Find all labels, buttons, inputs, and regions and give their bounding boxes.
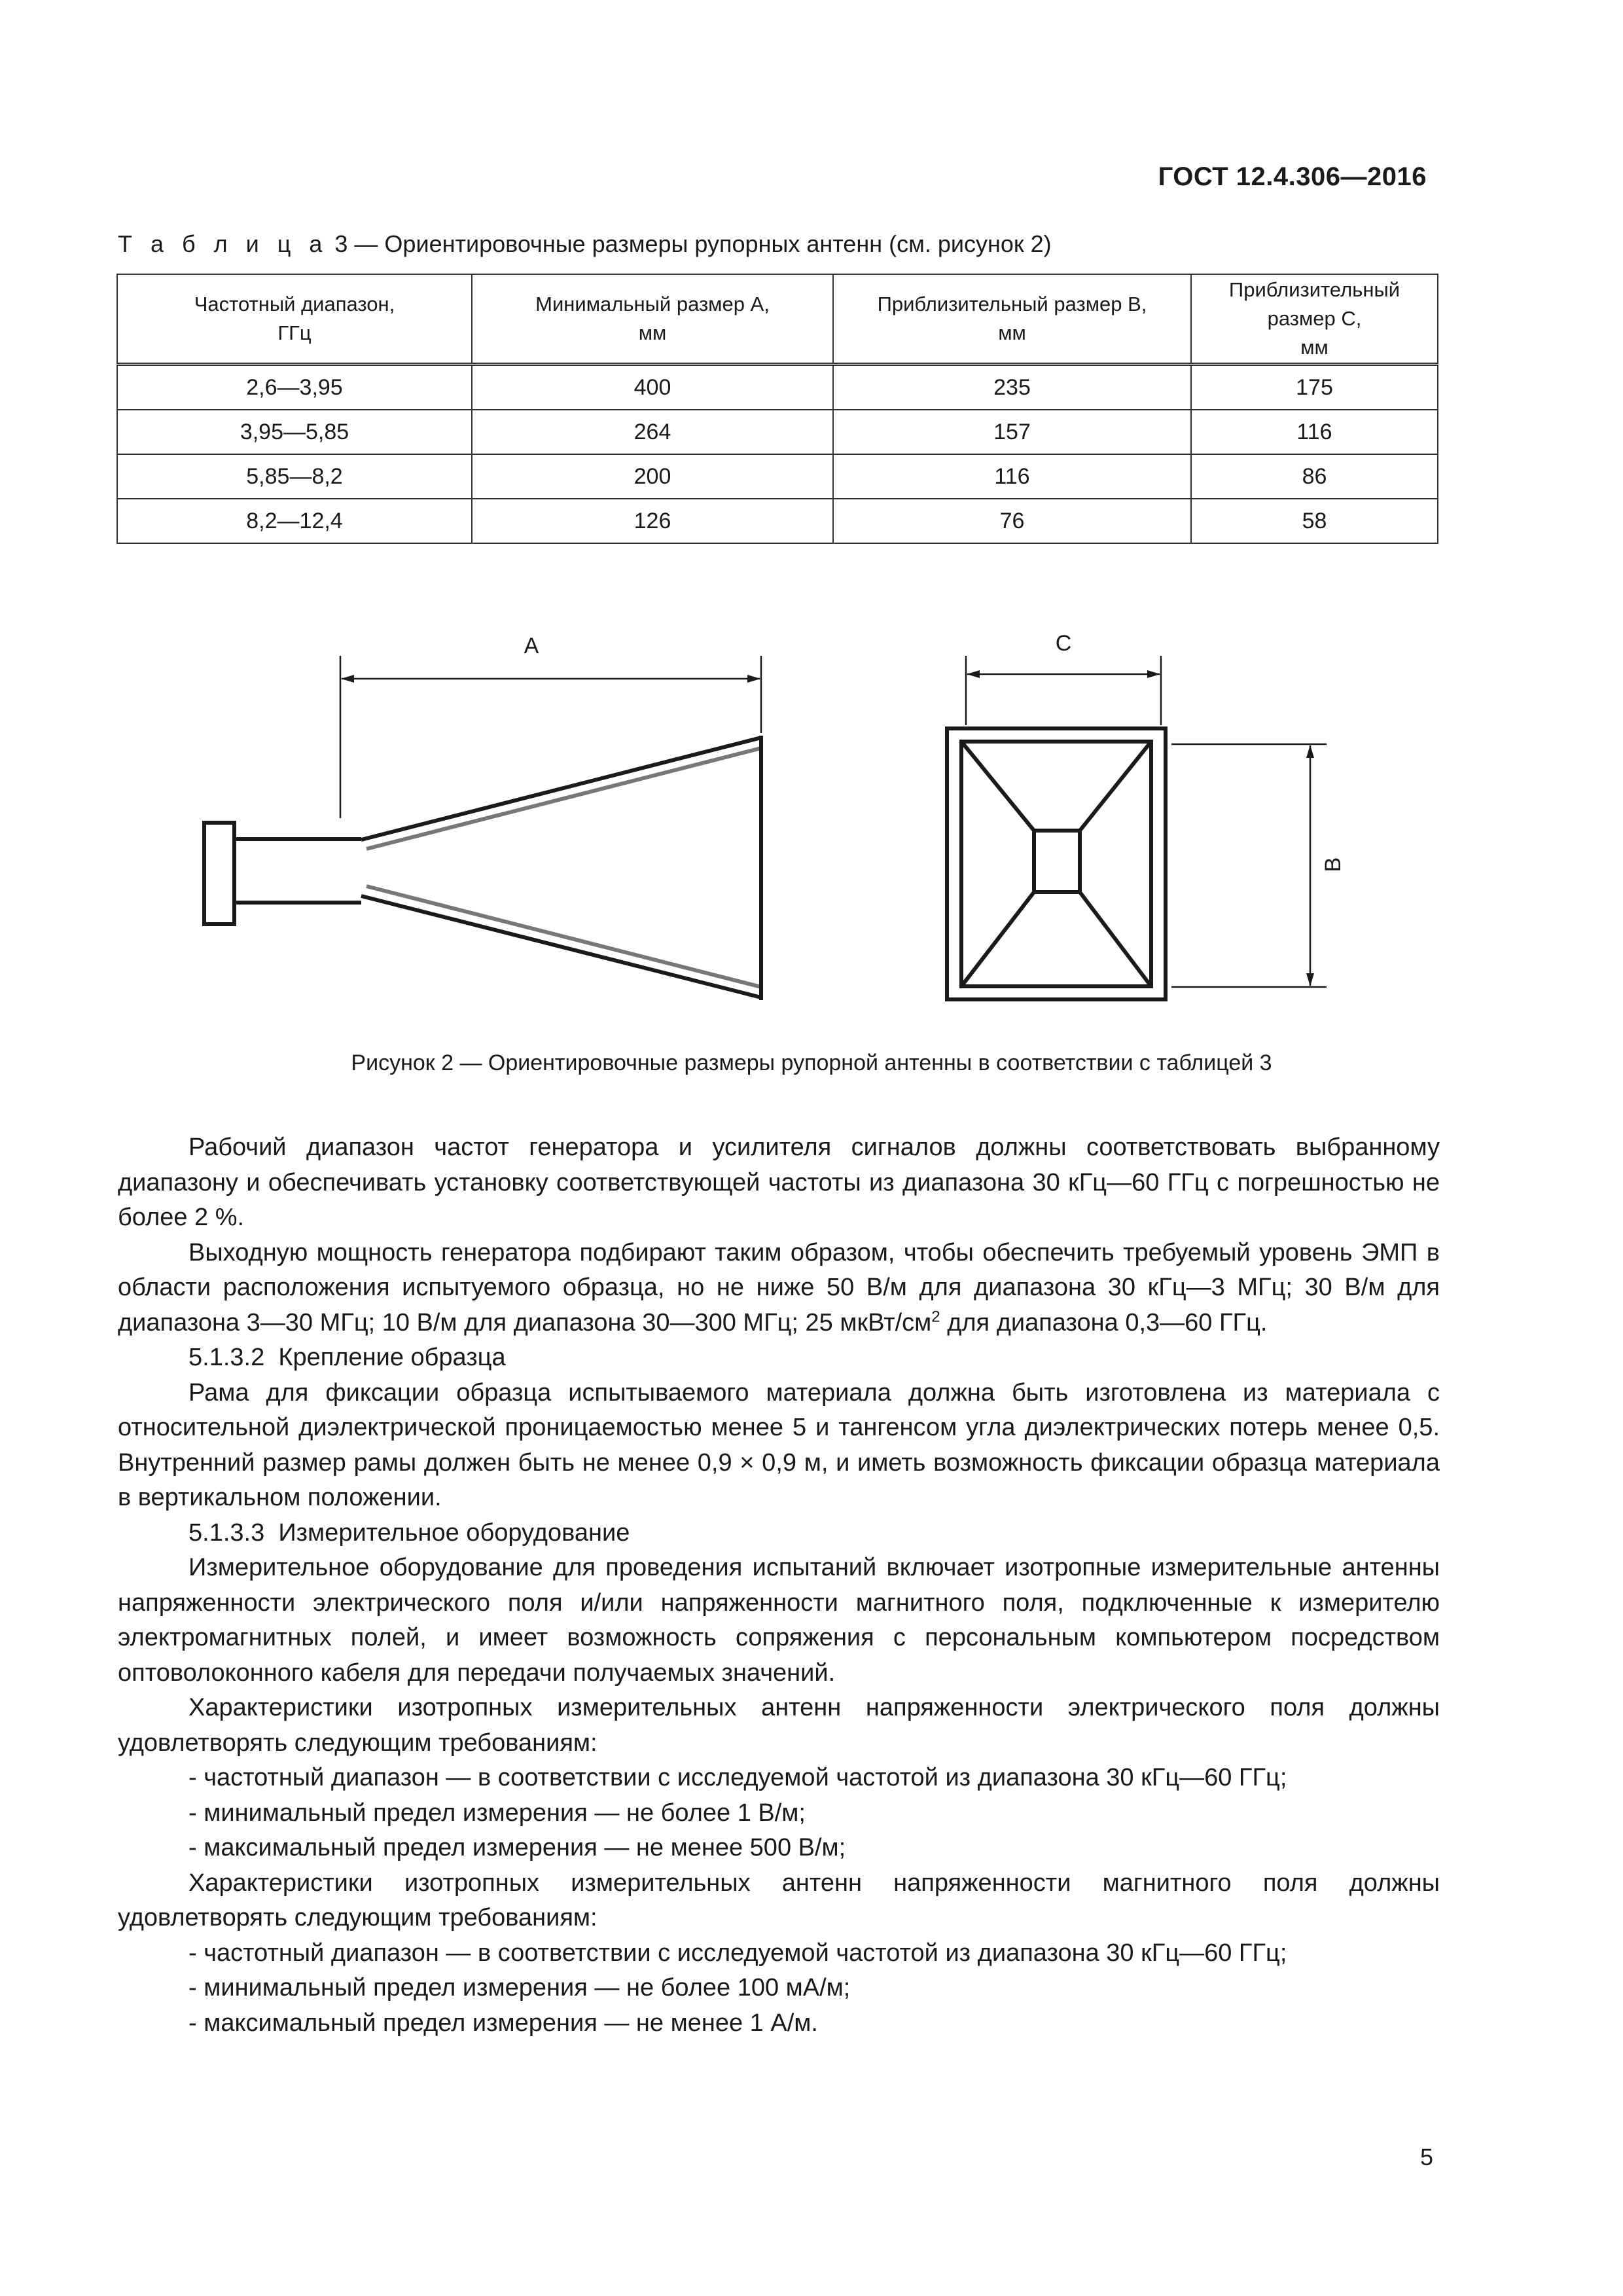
horn-flange: [204, 823, 234, 924]
dim-c-label: C: [1055, 631, 1072, 656]
table-caption-prefix: Т а б л и ц а: [118, 230, 329, 257]
cell-size-c: 86: [1191, 454, 1438, 499]
dimensions-table: [116, 274, 1438, 544]
table-row: [117, 410, 1438, 454]
cell-size-b: 116: [833, 454, 1191, 499]
front-outer-frame: [947, 728, 1166, 999]
paragraph: Рама для фиксации образца испытываемого материала должна быть изготовлена из материала с относительной диэлектрической проницаемостью менее 5 и тангенсом угла диэлектрических потерь менее 0,5. Внутренний размер рамы должен быть не менее 0,9 × 0,9 м, и иметь возможность фиксации образца материала в вертикальном положении.: [118, 1378, 1440, 1511]
table-row: [117, 499, 1438, 543]
standard-id: ГОСТ 12.4.306—2016: [1158, 162, 1427, 191]
section-heading: 5.1.3.2 Крепление образца: [188, 1344, 506, 1371]
cell-size-b: 235: [833, 365, 1191, 410]
cell-frequency: 8,2—12,4: [117, 499, 472, 543]
list-item: - минимальный предел измерения — не более 1 В/м;: [188, 1799, 806, 1827]
list-item: - частотный диапазон — в соответствии с исследуемой частотой из диапазона 30 кГц—60 ГГц;: [188, 1764, 1287, 1791]
list-item: - минимальный предел измерения — не более 100 мА/м;: [188, 1974, 851, 2001]
dim-a-label: A: [524, 634, 539, 658]
table-header-row: [117, 274, 1438, 365]
table-caption-title: 3 — Ориентировочные размеры рупорных антенн (см. рисунок 2): [328, 230, 1052, 257]
col-header-size-b: Приблизительный размер B, мм: [833, 274, 1191, 365]
horn-bottom-outer: [361, 896, 761, 997]
paragraph: Характеристики изотропных измерительных антенн напряженности электрического поля должны удовлетворять следующим требованиям:: [118, 1694, 1440, 1757]
cell-size-a: 264: [472, 410, 833, 454]
cell-size-a: 200: [472, 454, 833, 499]
body-text: [118, 1130, 1440, 2041]
list-item: - максимальный предел измерения — не менее 500 В/м;: [188, 1834, 846, 1861]
horn-bottom-inner: [366, 886, 761, 987]
col-header-size-c: Приблизительный размер C, мм: [1191, 274, 1438, 365]
col-header-size-a: Минимальный размер A, мм: [472, 274, 833, 365]
table-row: [117, 365, 1438, 410]
paragraph: Рабочий диапазон частот генератора и усилителя сигналов должны соответствовать выбранному диапазону и обеспечивать установку соответствующей частоты из диапазона 30 кГц—60 ГГц с погрешностью не более 2 %.: [118, 1134, 1440, 1231]
table-caption: [118, 230, 1052, 258]
cell-frequency: 3,95—5,85: [117, 410, 472, 454]
paragraph: Измерительное оборудование для проведения испытаний включает изотропные измерительные антенны напряженности электрического поля и/или напряженности магнитного поля, подключенные к измерителю электромагнитных полей, и имеет возможность сопряжения с персональным компьютером посредством оптоволоконного кабеля для передачи получаемых значений.: [118, 1554, 1440, 1687]
horn-top-outer: [361, 738, 761, 840]
table-row: [117, 454, 1438, 499]
cell-frequency: 5,85—8,2: [117, 454, 472, 499]
figure-caption: Рисунок 2 — Ориентировочные размеры рупорной антенны в соответствии с таблицей 3: [351, 1050, 1272, 1075]
list-item: - частотный диапазон — в соответствии с исследуемой частотой из диапазона 30 кГц—60 ГГц;: [188, 1939, 1287, 1967]
horn-front-view: [947, 656, 1327, 999]
cell-size-c: 116: [1191, 410, 1438, 454]
horn-side-view: [204, 656, 761, 1000]
front-throat: [1034, 831, 1080, 892]
cell-size-c: 58: [1191, 499, 1438, 543]
paragraph: Выходную мощность генератора подбирают таким образом, чтобы обеспечить требуемый уровень ЭМП в области расположения испытуемого образца, но не ниже 50 В/м для диапазона 30 кГц—3 МГц; 30 В/м для диапазона 3—30 МГц; 10 В/м для диапазона 30—300 МГц; 25 мкВт/$см^2$ для диапазона 0,3—60 ГГц.: [118, 1238, 1440, 1336]
horn-top-inner: [366, 748, 761, 849]
paragraph: Характеристики изотропных измерительных антенн напряженности магнитного поля должны удовлетворять следующим требованиям:: [118, 1869, 1440, 1931]
cell-size-a: 126: [472, 499, 833, 543]
cell-frequency: 2,6—3,95: [117, 365, 472, 410]
cell-size-a: 400: [472, 365, 833, 410]
list-item: - максимальный предел измерения — не менее 1 А/м.: [188, 2009, 818, 2037]
col-header-frequency: Частотный диапазон, ГГц: [117, 274, 472, 365]
cell-size-c: 175: [1191, 365, 1438, 410]
dim-b-label: B: [1321, 857, 1346, 872]
section-heading: 5.1.3.3 Измерительное оборудование: [188, 1518, 630, 1547]
horn-antenna-figure: [0, 615, 1623, 1021]
cell-size-b: 157: [833, 410, 1191, 454]
page-number: 5: [1419, 2144, 1433, 2170]
cell-size-b: 76: [833, 499, 1191, 543]
